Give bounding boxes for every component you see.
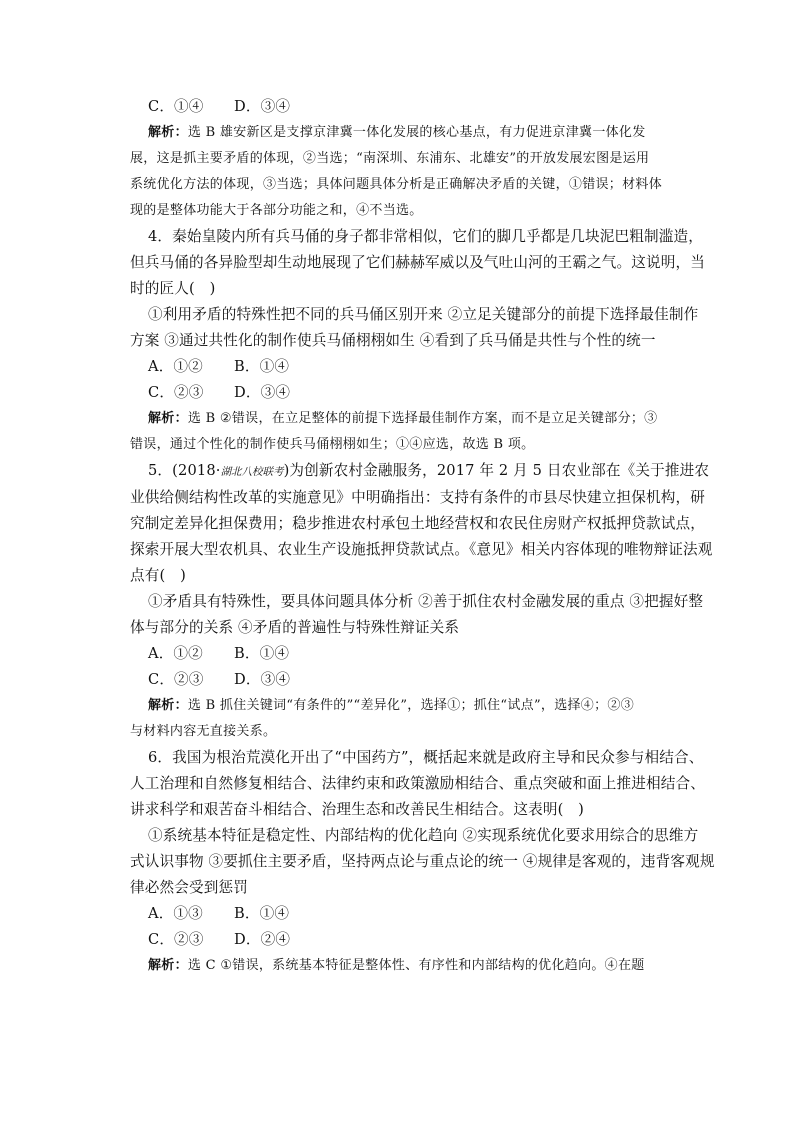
explanation-label: 解析： [148,125,188,140]
option-b: B．①④ [234,645,290,662]
answer-options [148,901,676,927]
option-d: D．③④ [234,671,291,688]
explanation-line: 错误，通过个性化的制作使兵马俑栩栩如生；①④应选，故选 B 项。 [130,437,535,452]
explanation-label: 解析： [148,698,188,713]
explanation-line: 选 B ②错误，在立足整体的前提下选择最佳制作方案，而不是立足关键部分；③ [187,411,658,426]
statement-line: ①系统基本特征是稳定性、内部结构的优化趋向 ②实现系统优化要求用综合的思维方 [148,827,699,844]
question-line: 6．我国为根治荒漠化开出了“中国药方”，概括起来就是政府主导和民众参与相结合、 [148,749,704,766]
option-b: B．①④ [234,358,290,375]
question-5 [130,458,713,589]
question-line: 时的匠人( ) [130,280,216,297]
explanation [130,693,676,745]
explanation [130,120,676,224]
statement-line: 式认识事物 ③要抓住主要矛盾，坚持两点论与重点论的统一 ④规律是客观的，违背客观规 [130,853,715,870]
question-line: 4．秦始皇陵内所有兵马俑的身子都非常相似，它们的脚几乎都是几块泥巴粗制滥造， [148,228,703,245]
explanation-line: 与材料内容无直接关系。 [130,724,277,739]
question-line: 究制定差异化担保费用；稳步推进农村承包土地经营权和农民住房财产权抵押贷款试点， [130,515,706,532]
question-line: 业供给侧结构性改革的实施意见》中明确指出：支持有条件的市县尽快建立担保机构，研 [130,489,706,506]
option-b: B．①④ [234,905,290,922]
explanation [130,406,676,458]
question-6 [130,745,706,823]
option-d: D．②④ [234,931,291,948]
option-d: D．③④ [234,384,291,401]
option-a: A．①② [148,645,203,662]
explanation-line: 选 B 雄安新区是支撑京津冀一体化发展的核心基点，有力促进京津冀一体化发 [187,125,646,140]
option-a: A．①② [148,358,203,375]
explanation-line: 选 B 抓住关键词“有条件的”“差异化”，选择①；抓住“试点”，选择④；②③ [187,698,635,713]
question-line: 探索开展大型农机具、农业生产设施抵押贷款试点。《意见》相关内容体现的唯物辩证法观 [130,541,713,558]
statement-line: 体与部分的关系 ④矛盾的普遍性与特殊性辩证关系 [130,619,460,636]
question-line: 讲求科学和艰苦奋斗相结合、治理生态和改善民生相结合。这表明( ) [130,801,585,818]
answer-options [148,927,676,953]
explanation-line: 系统优化方法的体现，③当选；具体问题具体分析是正确解决矛盾的关键，①错误；材料体 [130,177,663,192]
answer-options [148,94,676,120]
option-c: C．①④ [148,98,204,115]
statements [130,589,704,641]
explanation-line: 现的是整体功能大于各部分功能之和，④不当选。 [130,203,423,218]
question-line: )为创新农村金融服务，2017 年 2 月 5 日农业部在《关于推进农 [283,462,710,479]
statement-line: 律必然会受到惩罚 [130,879,248,896]
statement-line: 方案 ③通过共性化的制作使兵马俑栩栩如生 ④看到了兵马俑是共性与个性的统一 [130,332,656,349]
option-c: C．②③ [148,671,204,688]
document-page [130,94,715,979]
question-number: 5．(2018· [148,462,221,479]
answer-options [148,380,676,406]
explanation-label: 解析： [148,411,188,426]
option-c: C．②③ [148,931,204,948]
explanation-label: 解析： [148,958,188,973]
question-line: 人工治理和自然修复相结合、法律约束和政策激励相结合、重点突破和面上推进相结合、 [130,775,706,792]
statements [130,302,699,354]
statement-line: ①矛盾具有特殊性，要具体问题具体分析 ②善于抓住农村金融发展的重点 ③把握好整 [148,593,704,610]
question-line: 但兵马俑的各异脸型却生动地展现了它们赫赫军威以及气吐山河的王霸之气。这说明，当 [130,254,706,271]
explanation [148,953,676,979]
question-line: 点有( ) [130,567,186,584]
question-source: 湖北八校联考 [220,466,284,478]
option-a: A．①③ [148,905,203,922]
explanation-line: 选 C ①错误，系统基本特征是整体性、有序性和内部结构的优化趋向。④在题 [187,958,645,973]
option-c: C．②③ [148,384,204,401]
option-d: D．③④ [234,98,291,115]
answer-options [148,641,676,667]
answer-options [148,667,676,693]
explanation-line: 展，这是抓主要矛盾的体现，②当选；“南深圳、东浦东、北雄安”的开放发展宏图是运用 [130,151,650,166]
answer-options [148,354,676,380]
statement-line: ①利用矛盾的特殊性把不同的兵马俑区别开来 ②立足关键部分的前提下选择最佳制作 [148,306,699,323]
statements [130,823,715,901]
question-4 [130,224,706,302]
